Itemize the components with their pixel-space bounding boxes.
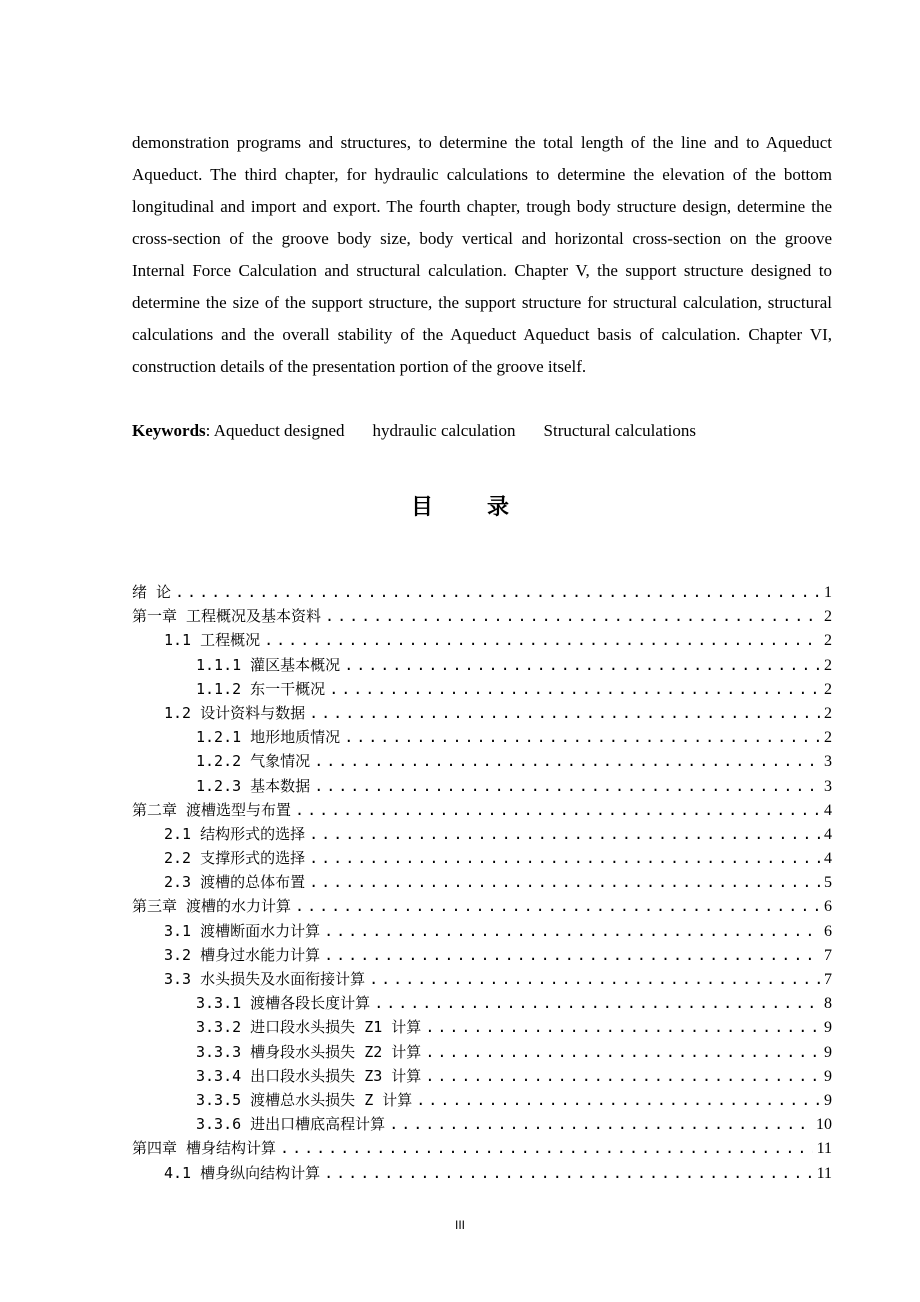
toc-entry-title: 3.3.4 出口段水头损失 Z3 计算 bbox=[196, 1066, 422, 1085]
toc-entry-page: 3 bbox=[824, 753, 832, 771]
toc-entry-title: 2.1 结构形式的选择 bbox=[164, 824, 306, 843]
toc-entry[interactable] bbox=[132, 749, 832, 773]
toc-entry[interactable] bbox=[132, 1136, 832, 1160]
abstract-paragraph: demonstration programs and structures, to determine the total length of the line and to Aqueduct Aqueduct. The third chapter, for hydraulic calculations to determine the elevation of the bottom longitudinal and import and export. The fourth chapter, trough body structure design, determine the cross-section of the groove body size, body vertical and horizontal cross-section on the groove Internal Force Calculation and structural calculation. Chapter V, the support structure designed to determine the size of the support structure, the support structure for structural calculation, structural calculations and the overall stability of the Aqueduct Aqueduct basis of calculation. Chapter VI, construction details of the presentation portion of the groove itself. bbox=[132, 133, 832, 376]
toc-entry[interactable] bbox=[132, 1040, 832, 1064]
toc-entry-title: 3.3.6 进出口槽底高程计算 bbox=[196, 1115, 386, 1134]
toc-entry-title: 3.3.5 渡槽总水头损失 Z 计算 bbox=[196, 1090, 413, 1109]
toc-leader-dots bbox=[324, 919, 820, 943]
toc-entry-title: 1.1.2 东一干概况 bbox=[196, 679, 326, 698]
toc-leader-dots bbox=[175, 580, 820, 604]
toc-entry[interactable] bbox=[132, 943, 832, 967]
page-number: III bbox=[454, 1218, 465, 1232]
toc-leader-dots bbox=[344, 725, 820, 749]
toc-entry-title: 3.3.1 渡槽各段长度计算 bbox=[196, 994, 371, 1013]
toc-entry-title: 3.3.3 槽身段水头损失 Z2 计算 bbox=[196, 1042, 422, 1061]
toc-leader-dots bbox=[309, 846, 820, 870]
toc-entry-title: 4.1 槽身纵向结构计算 bbox=[164, 1163, 321, 1182]
toc-entry-page: 11 bbox=[816, 1164, 832, 1182]
toc-title: 目录 bbox=[410, 495, 563, 520]
toc-leader-dots bbox=[344, 653, 820, 677]
toc-leader-dots bbox=[309, 870, 820, 894]
toc-entry[interactable] bbox=[132, 774, 832, 798]
toc-entry-title: 第三章 渡槽的水力计算 bbox=[132, 897, 292, 916]
toc-leader-dots bbox=[374, 991, 820, 1015]
toc-entry-title: 3.2 槽身过水能力计算 bbox=[164, 945, 321, 964]
toc-entry-page: 3 bbox=[824, 777, 832, 795]
toc-entry[interactable] bbox=[132, 1161, 832, 1185]
keyword-item: Aqueduct designed bbox=[213, 421, 345, 440]
toc-entry[interactable] bbox=[132, 628, 832, 652]
toc-entry-title: 1.1.1 灌区基本概况 bbox=[196, 655, 341, 674]
toc-leader-dots bbox=[314, 749, 820, 773]
toc-entry[interactable] bbox=[132, 677, 832, 701]
toc-entry-title: 2.2 支撑形式的选择 bbox=[164, 849, 306, 868]
toc-leader-dots bbox=[314, 774, 820, 798]
toc-entry-title: 1.2.3 基本数据 bbox=[196, 776, 311, 795]
toc-leader-dots bbox=[295, 798, 820, 822]
toc-entry-page: 7 bbox=[824, 946, 832, 964]
toc-entry-page: 9 bbox=[824, 1091, 832, 1109]
toc-leader-dots bbox=[324, 1161, 812, 1185]
toc-entry-title: 1.2.1 地形地质情况 bbox=[196, 728, 341, 747]
toc-entry[interactable] bbox=[132, 1088, 832, 1112]
toc-entry-page: 2 bbox=[824, 608, 832, 626]
toc-entry[interactable] bbox=[132, 967, 832, 991]
toc-leader-dots bbox=[389, 1112, 812, 1136]
toc-entry-page: 6 bbox=[824, 898, 832, 916]
toc-entry-title: 第二章 渡槽选型与布置 bbox=[132, 800, 292, 819]
toc-entry-title: 1.2.2 气象情况 bbox=[196, 752, 311, 771]
toc-leader-dots bbox=[425, 1040, 820, 1064]
toc-entry-page: 10 bbox=[816, 1116, 832, 1134]
toc-leader-dots bbox=[324, 943, 820, 967]
toc-entry[interactable] bbox=[132, 604, 832, 628]
toc-entry-title: 2.3 渡槽的总体布置 bbox=[164, 873, 306, 892]
toc-entry[interactable] bbox=[132, 991, 832, 1015]
toc-entry-title: 1.2 设计资料与数据 bbox=[164, 703, 306, 722]
toc-entry-page: 4 bbox=[824, 850, 832, 868]
toc-entry[interactable] bbox=[132, 870, 832, 894]
table-of-contents bbox=[132, 580, 832, 1185]
toc-entry[interactable] bbox=[132, 822, 832, 846]
toc-entry-page: 11 bbox=[816, 1140, 832, 1158]
toc-entry-page: 2 bbox=[824, 656, 832, 674]
toc-entry[interactable] bbox=[132, 798, 832, 822]
toc-entry-title: 1.1 工程概况 bbox=[164, 631, 261, 650]
toc-entry-title: 第一章 工程概况及基本资料 bbox=[132, 607, 322, 626]
toc-entry-page: 6 bbox=[824, 922, 832, 940]
toc-leader-dots bbox=[295, 894, 820, 918]
toc-leader-dots bbox=[264, 628, 820, 652]
toc-entry[interactable] bbox=[132, 919, 832, 943]
toc-entry-page: 9 bbox=[824, 1067, 832, 1085]
toc-leader-dots bbox=[369, 967, 820, 991]
toc-entry[interactable] bbox=[132, 894, 832, 918]
toc-entry-page: 5 bbox=[824, 874, 832, 892]
toc-entry[interactable] bbox=[132, 1112, 832, 1136]
toc-leader-dots bbox=[280, 1136, 813, 1160]
toc-entry-page: 2 bbox=[824, 680, 832, 698]
toc-leader-dots bbox=[309, 822, 820, 846]
toc-entry-title: 3.3 水头损失及水面衔接计算 bbox=[164, 970, 366, 988]
toc-entry[interactable] bbox=[132, 701, 832, 725]
toc-entry-page: 2 bbox=[824, 704, 832, 722]
keyword-item: Structural calculations bbox=[543, 421, 697, 440]
toc-entry-page: 8 bbox=[824, 995, 832, 1013]
keywords-line bbox=[132, 415, 696, 447]
toc-leader-dots bbox=[425, 1015, 820, 1039]
toc-entry[interactable] bbox=[132, 846, 832, 870]
toc-entry[interactable] bbox=[132, 1064, 832, 1088]
keywords-label: Keywords bbox=[132, 421, 206, 440]
toc-leader-dots bbox=[325, 604, 820, 628]
toc-entry-page: 2 bbox=[824, 729, 832, 747]
toc-entry-title: 绪 论 bbox=[132, 583, 172, 601]
toc-entry-page: 4 bbox=[824, 825, 832, 843]
toc-entry[interactable] bbox=[132, 653, 832, 677]
toc-entry-page: 7 bbox=[824, 971, 832, 988]
toc-leader-dots bbox=[309, 701, 820, 725]
toc-entry-title: 第四章 槽身结构计算 bbox=[132, 1139, 277, 1158]
keyword-item: hydraulic calculation bbox=[372, 421, 516, 440]
toc-entry-page: 9 bbox=[824, 1019, 832, 1037]
toc-entry-title: 3.3.2 进口段水头损失 Z1 计算 bbox=[196, 1018, 422, 1037]
toc-entry[interactable] bbox=[132, 1015, 832, 1039]
toc-leader-dots bbox=[416, 1088, 820, 1112]
toc-leader-dots bbox=[329, 677, 820, 701]
toc-entry-title: 3.1 渡槽断面水力计算 bbox=[164, 921, 321, 940]
abstract-body bbox=[132, 127, 832, 383]
toc-entry-page: 9 bbox=[824, 1043, 832, 1061]
toc-entry-page: 4 bbox=[824, 801, 832, 819]
toc-entry[interactable] bbox=[132, 580, 832, 604]
keywords-separator: : bbox=[205, 421, 214, 440]
toc-entry-page: 2 bbox=[824, 632, 832, 650]
toc-entry-page: 1 bbox=[824, 584, 832, 601]
toc-entry[interactable] bbox=[132, 725, 832, 749]
toc-leader-dots bbox=[425, 1064, 820, 1088]
